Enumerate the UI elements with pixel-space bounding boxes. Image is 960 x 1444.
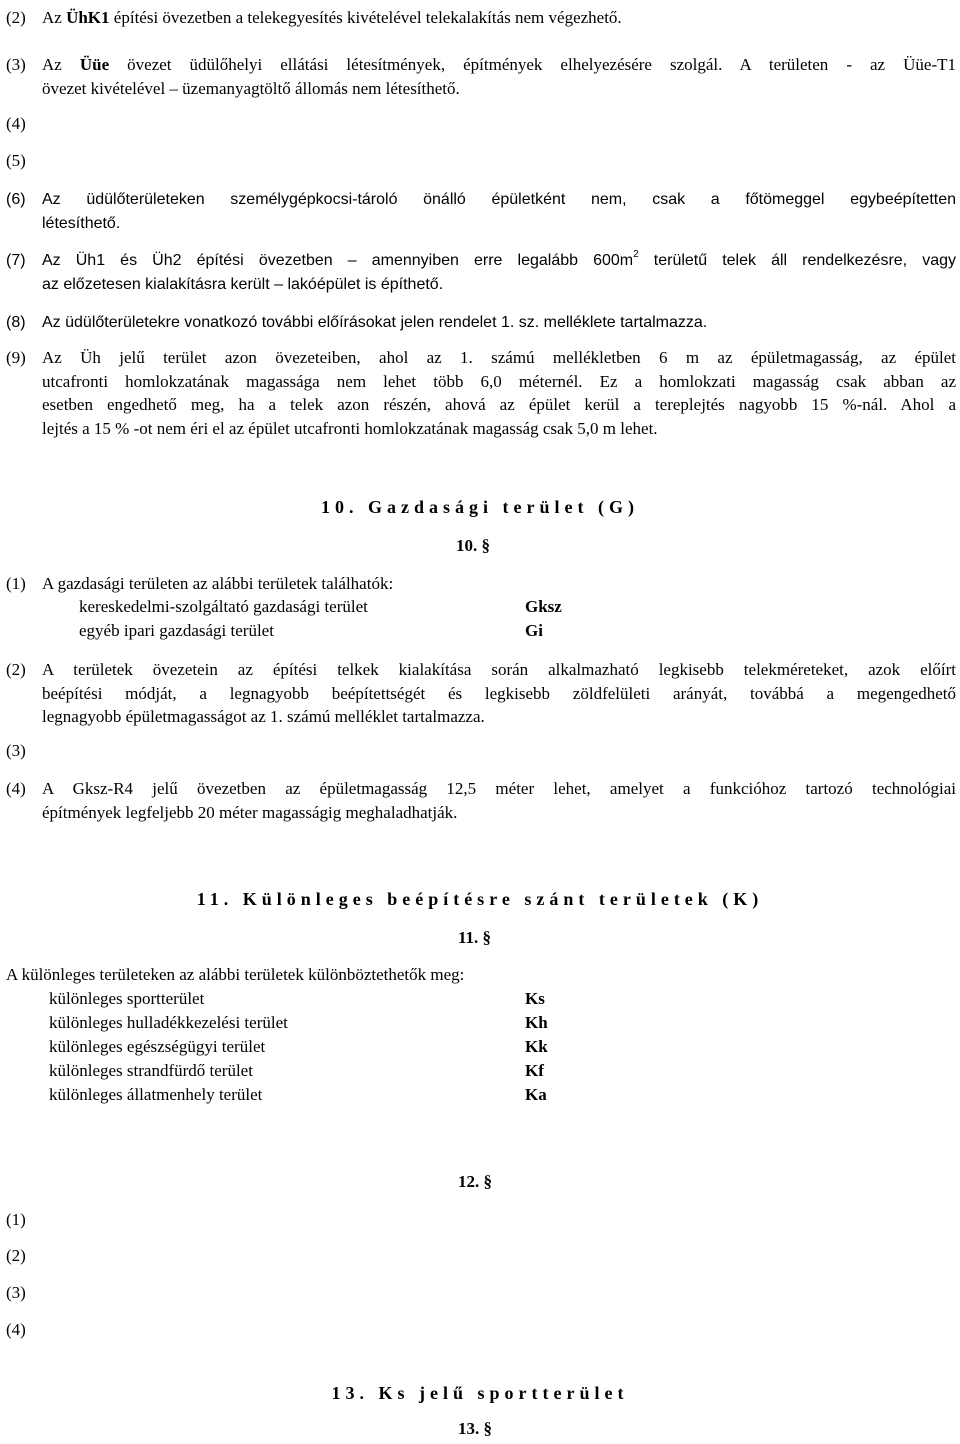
- zone-code: Kk: [525, 1037, 548, 1056]
- list-item: különleges strandfürdő terület: [49, 1061, 253, 1080]
- list-item: kereskedelmi-szolgáltató gazdasági terület: [79, 597, 368, 616]
- paragraph-number: (9): [6, 348, 26, 367]
- section-heading-10: 10. Gazdasági terület (G): [321, 497, 639, 517]
- paragraph-10-2: (2) A területek övezetein az építési telkek kialakítása során alkalmazható legkisebb telekméreteket, azok előírt beépítési módját, a legnagyobb beépítettségét és legkisebb zöldfelületi arányát, továbbá a megengedhető legnagyobb épületmagasságot az 1. számú melléklet tartalmazza.: [6, 660, 956, 726]
- section-heading-13: 13. Ks jelű sportterület: [331, 1383, 629, 1403]
- paragraph-number: (2): [6, 660, 26, 679]
- paragraph-12-4: (4): [6, 1320, 26, 1339]
- section-mark-11: 11. §: [458, 928, 492, 947]
- paragraph-9-4: (4): [6, 114, 26, 133]
- paragraph-12-3: (3): [6, 1283, 26, 1302]
- paragraph-9-9: (9) Az Üh jelű terület azon övezeteiben, ahol az 1. számú mellékletben 6 m az épületmagasság, az épület utcafronti homlokzatának magassága nem lehet több 6,0 méternél. Ez a homlokzati magasság csak abban az esetben engedhető meg, ha a telek azon részén, ahová az épület kerül a tereplejtés nagyobb 15 %-nál. Ahol a lejtés a 15 % -ot nem éri el az épület utcafronti homlokzatának magasság csak 5,0 m lehet.: [6, 348, 956, 438]
- paragraph-10-3: (3): [6, 741, 26, 760]
- paragraph-10-1: (1) A gazdasági területen az alábbi területek találhatók:: [6, 572, 956, 596]
- section-mark-12: 12. §: [458, 1172, 492, 1191]
- paragraph-number: (6): [6, 191, 26, 208]
- zone-code: Ka: [525, 1085, 547, 1104]
- paragraph-10-4: (4) A Gksz-R4 jelű övezetben az épületmagasság 12,5 méter lehet, amelyet a funkcióhoz tartozó technológiai építmények legfeljebb 20 méter magasságig meghaladhatják.: [6, 779, 956, 822]
- paragraph-number: (4): [6, 779, 26, 798]
- zone-code: Gi: [525, 621, 543, 640]
- list-item: egyéb ipari gazdasági terület: [79, 621, 274, 640]
- section-mark-10: 10. §: [456, 536, 490, 555]
- paragraph-number: (7): [6, 252, 26, 269]
- list-item: különleges sportterület: [49, 989, 205, 1008]
- zone-code: Kf: [525, 1061, 544, 1080]
- zone-code: ÜhK1: [66, 8, 110, 27]
- paragraph-number: (1): [6, 574, 26, 593]
- paragraph-12-1: (1): [6, 1210, 26, 1229]
- list-item: különleges egészségügyi terület: [49, 1037, 266, 1056]
- zone-code: Kh: [525, 1013, 548, 1032]
- section-heading-11: 11. Különleges beépítésre szánt területek (K): [196, 889, 764, 909]
- paragraph-9-2: (2) Az ÜhK1 építési övezetben a telekegyesítés kivételével telekalakítás nem végezhető.: [6, 6, 956, 30]
- zone-code: Ks: [525, 989, 545, 1008]
- section-intro: A különleges területeken az alábbi területek különböztethetők meg:: [6, 965, 465, 984]
- paragraph-9-5: (5): [6, 151, 26, 170]
- paragraph-9-7: (7) Az Üh1 és Üh2 építési övezetben – amennyiben erre legalább $600m^2$ területű telek áll rendelkezésre, vagy az előzetesen kialakításra került – lakóépület is építhető.: [6, 248, 957, 293]
- paragraph-12-2: (2): [6, 1246, 26, 1265]
- zone-code: Üüe: [79, 55, 110, 74]
- paragraph-9-3: (3) Az Üüe övezet üdülőhelyi ellátási létesítmények, építmények elhelyezésére szolgál. A területen - az Üüe-T1 övezet kivételével – üzemanyagtöltő állomás nem létesíthető.: [6, 55, 956, 98]
- section-mark-13: 13. §: [458, 1419, 492, 1438]
- paragraph-9-8: (8) Az üdülőterületekre vonatkozó további előírásokat jelen rendelet 1. sz. melléklete tartalmazza.: [6, 311, 956, 335]
- paragraph-number: (8): [6, 314, 26, 331]
- list-item: különleges állatmenhely terület: [49, 1085, 263, 1104]
- zone-code: Gksz: [525, 597, 562, 616]
- list-item: különleges hulladékkezelési terület: [49, 1013, 288, 1032]
- paragraph-number: (2): [6, 8, 26, 27]
- paragraph-9-6: (6) Az üdülőterületeken személygépkocsi-tároló önálló épületként nem, csak a főtömeggel egybeépítetten létesíthető.: [6, 188, 956, 235]
- paragraph-number: (3): [6, 55, 26, 74]
